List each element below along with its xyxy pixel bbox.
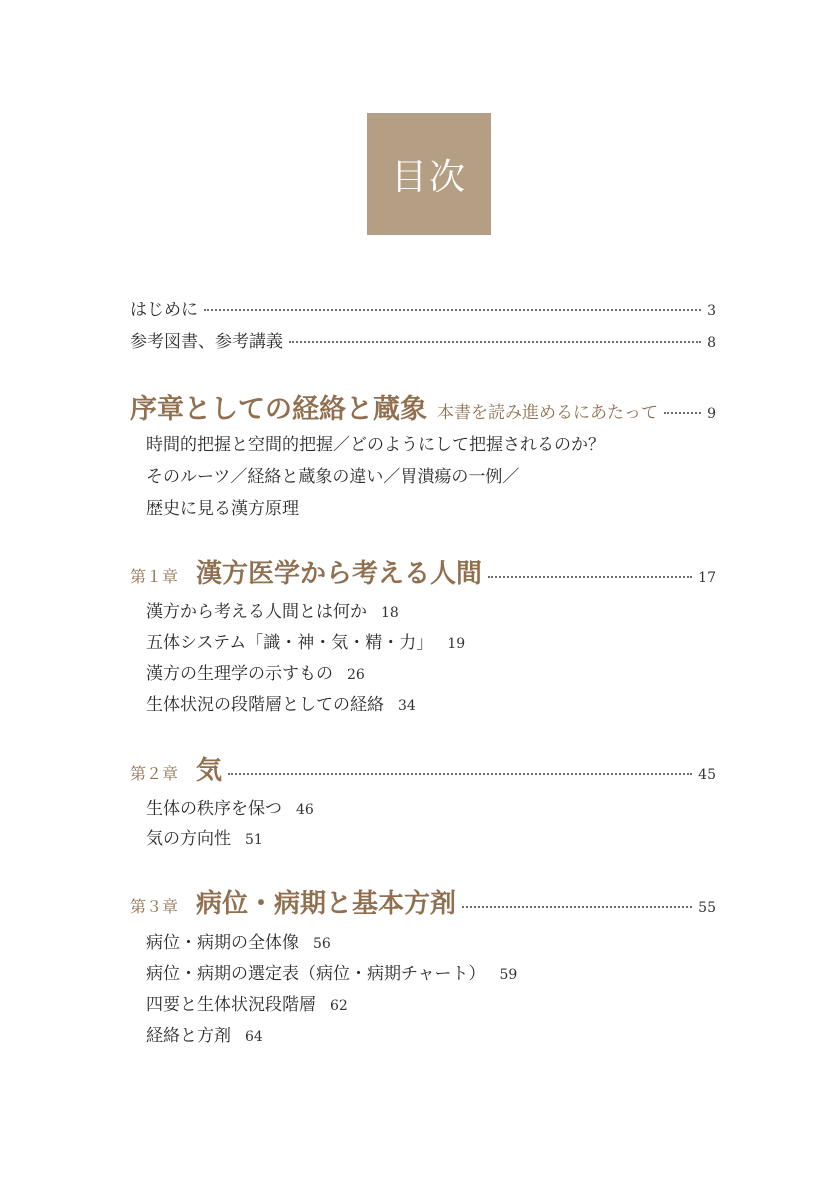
chapter-title: 気 [196,756,223,786]
leader-dots [488,576,692,578]
section-label: 漢方から考える人間とは何か [146,602,367,622]
section-label: 四要と生体状況段階層 [146,995,316,1015]
chapter-page: 17 [698,570,716,586]
section-item[interactable] [146,628,465,653]
chapter-number: 第３章 [130,897,179,916]
section-item[interactable] [146,794,314,819]
section-page: 56 [313,936,331,952]
chapter-title: 序章としての経絡と蔵象 [130,394,427,425]
toc-entry[interactable] [130,295,716,320]
leader-dots [664,412,701,414]
section-item[interactable] [146,597,399,622]
section-page: 62 [330,998,348,1014]
section-line: 時間的把握と空間的把握／どのようにして把握されるのか？ [146,435,605,455]
chapter-number: 第１章 [130,567,179,586]
section-item[interactable] [146,824,263,849]
section-item[interactable] [146,659,365,684]
section-page: 19 [447,636,466,652]
section-label: 病位・病期の全体像 [146,933,299,953]
section-label: 生体状況の段階層としての経絡 [146,695,384,715]
section-label: 経絡と方剤 [146,1026,231,1046]
section-page: 46 [296,802,314,818]
toc-entry-page: 3 [707,303,716,319]
section-page: 34 [398,698,416,714]
toc-entry-page: 8 [707,335,716,351]
section-page: 18 [381,605,399,621]
toc-chapter-2[interactable] [130,750,716,787]
chapter-title: 病位・病期と基本方剤 [196,889,457,919]
section-page: 26 [347,667,365,683]
section-label: 病位・病期の選定表（病位・病期チャート） [146,964,486,984]
toc-entry[interactable] [130,327,716,352]
toc-heading: 目次 [390,156,467,198]
section-item[interactable] [146,990,348,1015]
section-label: 漢方の生理学の示すもの [146,664,333,684]
toc-chapter-intro[interactable] [130,387,716,426]
section-label: 五体システム「識・神・気・精・力」 [146,633,434,653]
chapter-page: 45 [698,767,716,783]
chapter-title: 漢方医学から考える人間 [196,559,483,589]
toc-entry-label: はじめに [130,300,198,320]
leader-dots [204,309,701,311]
leader-dots [228,773,692,775]
chapter-subtitle: 本書を読み進めるにあたって [437,403,658,423]
chapter-number: 第２章 [130,764,179,783]
chapter-page: 55 [698,900,716,916]
section-label: 気の方向性 [146,829,231,849]
section-page: 59 [499,967,518,983]
leader-dots [289,341,701,343]
section-line: そのルーツ／経絡と蔵象の違い／胃潰瘍の一例／ [146,467,520,487]
section-item[interactable] [146,690,416,715]
section-label: 生体の秩序を保つ [146,799,282,819]
section-item[interactable] [146,928,331,953]
toc-heading-box [367,113,491,235]
section-page: 51 [245,832,263,848]
section-page: 64 [245,1029,263,1045]
chapter-page: 9 [707,406,716,422]
section-item[interactable] [146,1021,263,1046]
toc-entry-label: 参考図書、参考講義 [130,332,283,352]
toc-chapter-3[interactable] [130,883,716,920]
toc-chapter-1[interactable] [130,553,716,590]
section-line: 歴史に見る漢方原理 [146,499,299,519]
leader-dots [462,906,692,908]
section-item[interactable] [146,959,517,984]
